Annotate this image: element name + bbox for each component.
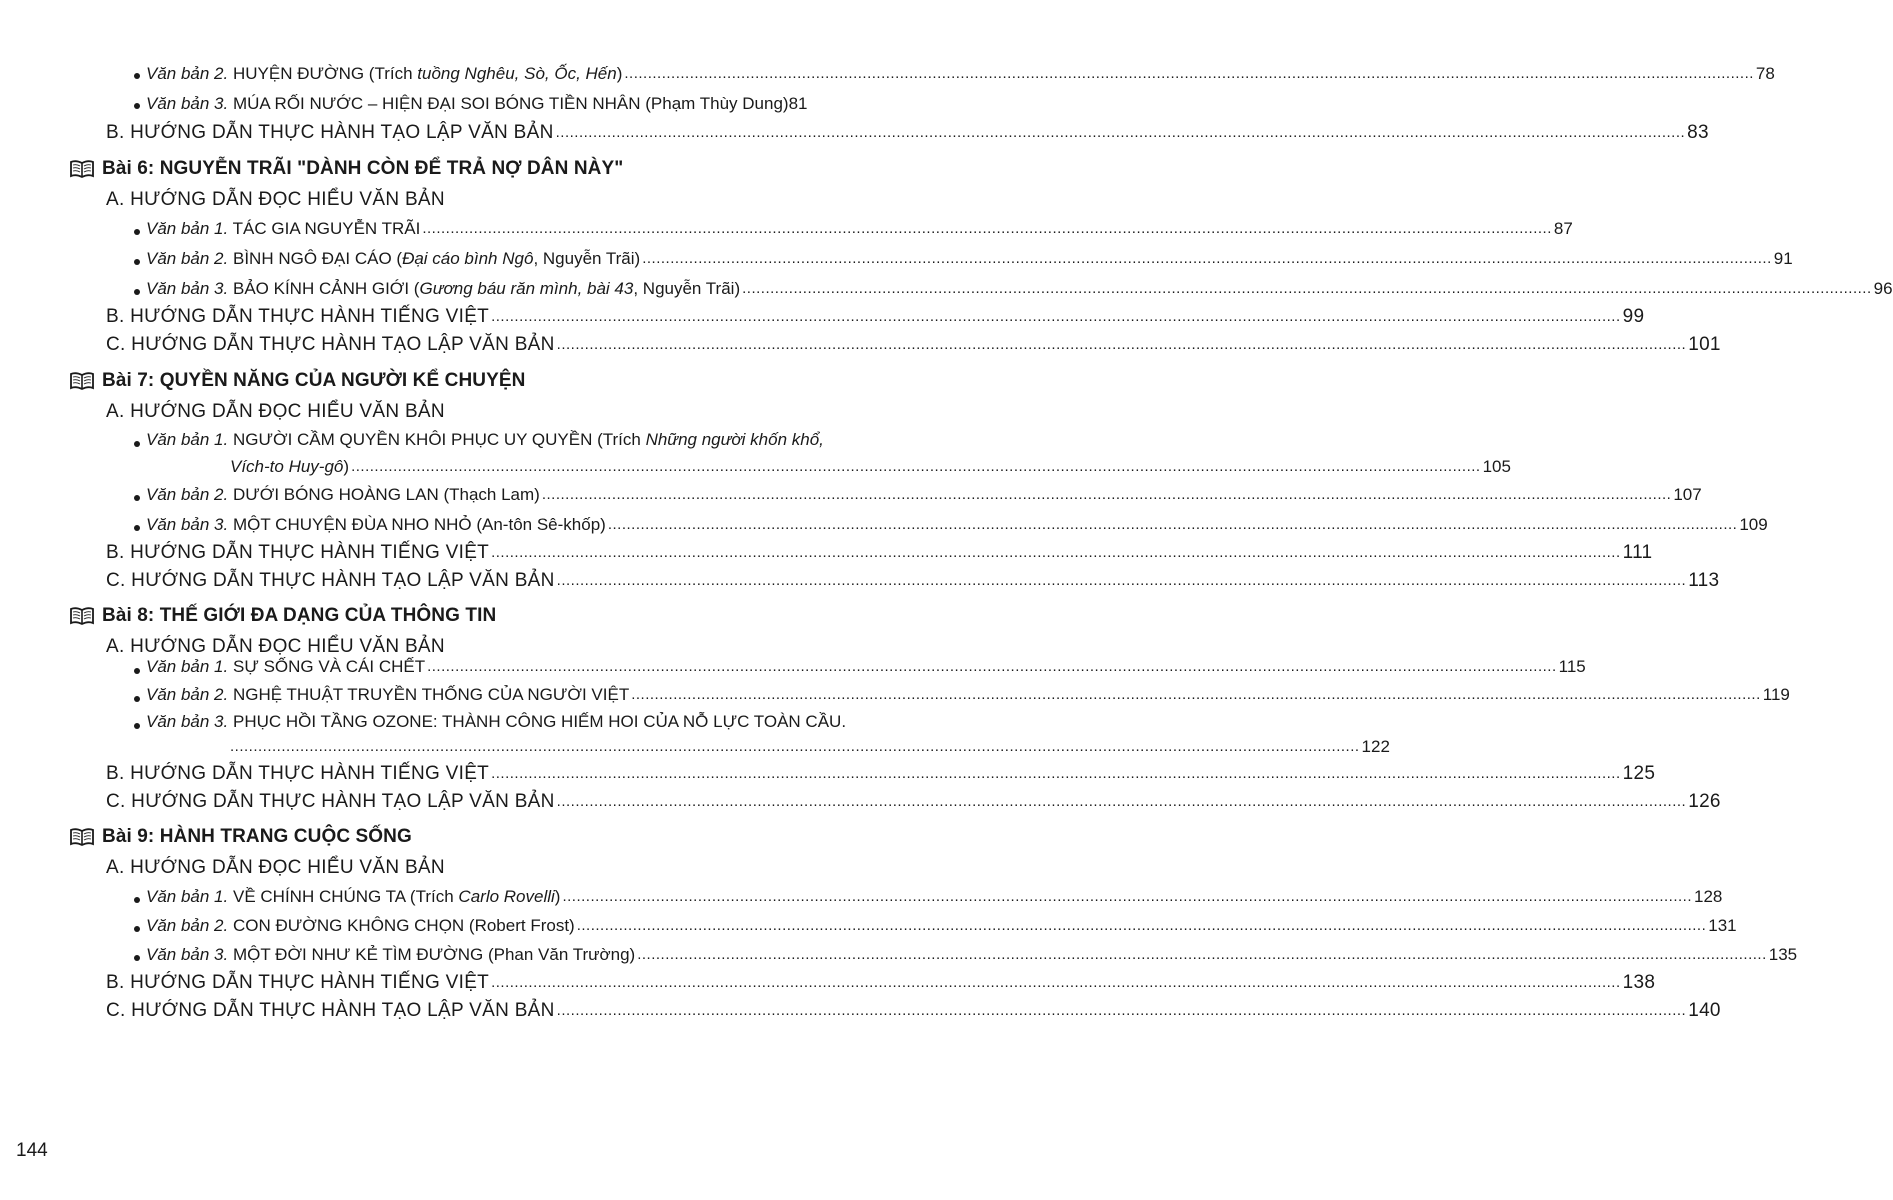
page-ref: 126	[1688, 791, 1721, 812]
bullet	[134, 897, 140, 903]
entry-source: Gương báu răn mình, bài 43	[419, 279, 634, 298]
page-ref: 78	[1755, 64, 1775, 83]
page-ref: 113	[1688, 570, 1720, 591]
page-ref: 140	[1688, 1000, 1721, 1021]
entry-text	[146, 94, 789, 114]
entry-title: CON ĐƯỜNG KHÔNG CHỌN (Robert Frost)	[232, 916, 575, 935]
dot-leader	[542, 484, 1672, 504]
entry-title: MỘT CHUYỆN ĐÙA NHO NHỎ (An-tôn Sê-khốp)	[232, 515, 606, 534]
page-ref: 101	[1688, 334, 1721, 355]
bullet	[134, 259, 140, 265]
bullet	[134, 926, 140, 932]
dot-leader	[491, 971, 1621, 993]
lesson-title: Bài 8: THẾ GIỚI ĐA DẠNG CỦA THÔNG TIN	[102, 605, 497, 626]
section-title: B. HƯỚNG DẪN THỰC HÀNH TẠO LẬP VĂN BẢN	[106, 122, 554, 143]
entry-title: NGƯỜI CẦM QUYỀN KHÔI PHỤC UY QUYỀN (Trích	[232, 430, 646, 449]
entry-label: Văn bản 1.	[146, 219, 229, 238]
dot-leader	[351, 456, 1481, 476]
entry-text	[146, 515, 606, 535]
section-title: A. HƯỚNG DẪN ĐỌC HIỂU VĂN BẢN	[106, 857, 445, 878]
section-title: B. HƯỚNG DẪN THỰC HÀNH TIẾNG VIỆT	[106, 972, 490, 993]
dot-leader	[230, 736, 1360, 756]
entry-source: tuồng Nghêu, Sò, Ốc, Hến	[417, 64, 617, 83]
entry-text	[146, 219, 420, 239]
page-number: 144	[16, 1140, 48, 1161]
bullet	[134, 955, 140, 961]
bullet	[134, 441, 140, 447]
entry-title: NGHỆ THUẬT TRUYỀN THỐNG CỦA NGƯỜI VIỆT	[232, 685, 630, 704]
toc-section[interactable]	[106, 306, 1645, 328]
section-title: B. HƯỚNG DẪN THỰC HÀNH TIẾNG VIỆT	[106, 542, 490, 563]
lesson-heading[interactable]	[70, 605, 496, 627]
lesson-heading[interactable]	[70, 826, 412, 848]
page-ref: 107	[1673, 485, 1702, 504]
entry-text	[146, 916, 575, 936]
page-ref: 87	[1553, 219, 1573, 238]
page-ref: 115	[1558, 657, 1586, 676]
page-ref: 81	[788, 94, 808, 113]
bullet	[134, 289, 140, 295]
page-ref: 125	[1622, 763, 1656, 784]
entry-label: Văn bản 3.	[146, 945, 229, 964]
entry-title: TÁC GIA NGUYỄN TRÃI	[232, 219, 421, 238]
entry-label: Văn bản 2.	[146, 249, 229, 268]
page-ref: 138	[1622, 972, 1656, 993]
open-book-icon	[70, 160, 94, 178]
page-ref: 91	[1773, 249, 1793, 268]
entry-label: Văn bản 1.	[146, 887, 229, 906]
toc-entry[interactable]	[146, 916, 1737, 936]
toc-entry-wrap[interactable]	[146, 430, 824, 450]
page-ref: 83	[1687, 122, 1709, 143]
open-book-icon	[70, 607, 94, 625]
entry-title: VỀ CHÍNH CHÚNG TA (Trích	[232, 887, 459, 906]
toc-entry-wrap[interactable]	[146, 712, 846, 732]
entry-label: Văn bản 2.	[146, 485, 229, 504]
toc-entry[interactable]	[146, 64, 1775, 84]
page-ref: 111	[1622, 542, 1653, 563]
entry-source: Những người khốn khổ,	[645, 430, 824, 449]
toc-entry[interactable]	[230, 457, 1511, 477]
entry-text	[146, 485, 540, 505]
entry-title: BÌNH NGÔ ĐẠI CÁO (	[232, 249, 403, 268]
page-ref: 105	[1482, 457, 1511, 476]
page-ref: 96	[1873, 279, 1893, 298]
section-title: A. HƯỚNG DẪN ĐỌC HIỂU VĂN BẢN	[106, 636, 445, 657]
entry-label: Văn bản 3.	[146, 94, 229, 113]
section-title: A. HƯỚNG DẪN ĐỌC HIỂU VĂN BẢN	[106, 189, 445, 210]
page-ref: 119	[1762, 685, 1790, 704]
dot-leader	[422, 218, 1552, 238]
entry-title: PHỤC HỒI TẦNG OZONE: THÀNH CÔNG HIẾM HOI CỦA NỖ LỰC TOÀN CẦU.	[232, 712, 847, 731]
entry-title: HUYỆN ĐƯỜNG (Trích	[232, 64, 418, 83]
entry-suffix: )	[616, 64, 623, 83]
dot-leader	[637, 944, 1767, 964]
entry-label: Văn bản 2.	[146, 685, 229, 704]
entry-source: Đại cáo bình Ngô	[402, 249, 534, 268]
toc-section[interactable]	[106, 570, 1720, 592]
toc-section[interactable]	[106, 763, 1656, 785]
toc-entry[interactable]	[146, 485, 1702, 505]
entry-label: Văn bản 3.	[146, 712, 229, 731]
toc-entry[interactable]	[146, 685, 1790, 705]
entry-label: Văn bản 2.	[146, 64, 229, 83]
entry-text	[146, 279, 740, 299]
entry-text	[146, 64, 622, 84]
toc-section[interactable]	[106, 542, 1653, 564]
bullet	[134, 495, 140, 501]
dot-leader	[642, 248, 1772, 268]
dot-leader	[557, 333, 1687, 355]
page-ref: 99	[1622, 306, 1645, 327]
page-ref: 109	[1739, 515, 1768, 534]
entry-label: Văn bản 2.	[146, 916, 229, 935]
dot-leader	[557, 999, 1687, 1021]
toc-entry[interactable]	[230, 737, 1390, 757]
toc-entry[interactable]	[146, 887, 1723, 907]
toc-entry[interactable]	[146, 515, 1768, 535]
page-ref: 122	[1361, 737, 1390, 756]
entry-title: DƯỚI BÓNG HOÀNG LAN (Thạch Lam)	[232, 485, 540, 504]
entry-title: BẢO KÍNH CẢNH GIỚI (	[232, 279, 420, 298]
toc-entry[interactable]	[146, 219, 1573, 239]
bullet	[134, 723, 140, 729]
section-title: A. HƯỚNG DẪN ĐỌC HIỂU VĂN BẢN	[106, 401, 445, 422]
entry-text	[146, 249, 640, 269]
dot-leader	[556, 121, 1686, 143]
entry-label: Văn bản 3.	[146, 279, 229, 298]
toc-entry[interactable]	[146, 657, 1586, 677]
section-title: B. HƯỚNG DẪN THỰC HÀNH TIẾNG VIỆT	[106, 763, 490, 784]
dot-leader	[491, 541, 1621, 563]
entry-text	[146, 685, 629, 705]
entry-source: Vích-to Huy-gô	[230, 457, 344, 476]
entry-text	[146, 657, 425, 677]
page-ref: 135	[1768, 945, 1798, 964]
toc-entry[interactable]	[146, 94, 808, 114]
dot-leader	[557, 569, 1687, 591]
bullet	[134, 696, 140, 702]
entry-suffix: )	[343, 457, 350, 476]
lesson-title: Bài 6: NGUYỄN TRÃI "DÀNH CÒN ĐỂ TRẢ NỢ DÂN NÀY"	[102, 158, 624, 179]
lesson-title: Bài 7: QUYỀN NĂNG CỦA NGƯỜI KỂ CHUYỆN	[102, 370, 526, 391]
entry-title: MÚA RỐI NƯỚC – HIỆN ĐẠI SOI BÓNG TIỀN NHÂN (Phạm Thùy Dung)	[232, 94, 789, 113]
dot-leader	[631, 684, 1761, 704]
entry-suffix: , Nguyễn Trãi)	[633, 279, 741, 298]
open-book-icon	[70, 372, 94, 390]
entry-suffix: , Nguyễn Trãi)	[533, 249, 641, 268]
entry-title: MỘT ĐỜI NHƯ KẺ TÌM ĐƯỜNG (Phan Văn Trường)	[232, 945, 636, 964]
entry-label: Văn bản 1.	[146, 430, 229, 449]
section-title: B. HƯỚNG DẪN THỰC HÀNH TIẾNG VIỆT	[106, 306, 490, 327]
toc-section[interactable]	[106, 857, 766, 879]
dot-leader	[608, 514, 1738, 534]
toc-section[interactable]	[106, 1000, 1721, 1022]
bullet	[134, 668, 140, 674]
section-title: C. HƯỚNG DẪN THỰC HÀNH TẠO LẬP VĂN BẢN	[106, 570, 555, 591]
dot-leader	[491, 762, 1621, 784]
toc-section[interactable]	[106, 791, 1721, 813]
bullet	[134, 229, 140, 235]
toc-section[interactable]	[106, 636, 766, 658]
dot-leader	[557, 790, 1687, 812]
open-book-icon	[70, 828, 94, 846]
lesson-title: Bài 9: HÀNH TRANG CUỘC SỐNG	[102, 826, 412, 847]
dot-leader	[491, 305, 1621, 327]
dot-leader	[427, 656, 1557, 676]
toc-section[interactable]	[106, 401, 766, 423]
toc-entry[interactable]	[146, 945, 1798, 965]
entry-title: SỰ SỐNG VÀ CÁI CHẾT	[232, 657, 426, 676]
dot-leader	[742, 278, 1872, 298]
toc-section[interactable]	[106, 189, 766, 211]
entry-text	[146, 887, 560, 907]
entry-label: Văn bản 3.	[146, 515, 229, 534]
entry-text	[230, 457, 349, 477]
dot-leader	[562, 886, 1692, 906]
bullet	[134, 73, 140, 79]
lesson-heading[interactable]	[70, 370, 525, 392]
bullet	[134, 103, 140, 109]
toc-section[interactable]	[106, 122, 1709, 144]
lesson-heading[interactable]	[70, 158, 623, 180]
section-title: C. HƯỚNG DẪN THỰC HÀNH TẠO LẬP VĂN BẢN	[106, 791, 555, 812]
page-ref: 131	[1708, 916, 1737, 935]
entry-text	[146, 945, 635, 965]
entry-label: Văn bản 1.	[146, 657, 229, 676]
dot-leader	[577, 915, 1707, 935]
dot-leader	[624, 63, 1754, 83]
toc-entry[interactable]	[146, 279, 1893, 299]
page-ref: 128	[1694, 887, 1723, 906]
toc-section[interactable]	[106, 972, 1656, 994]
section-title: C. HƯỚNG DẪN THỰC HÀNH TẠO LẬP VĂN BẢN	[106, 334, 555, 355]
toc-entry[interactable]	[146, 249, 1793, 269]
section-title: C. HƯỚNG DẪN THỰC HÀNH TẠO LẬP VĂN BẢN	[106, 1000, 555, 1021]
entry-suffix: )	[554, 887, 561, 906]
entry-source: Carlo Rovelli	[458, 887, 555, 906]
bullet	[134, 525, 140, 531]
toc-section[interactable]	[106, 334, 1721, 356]
